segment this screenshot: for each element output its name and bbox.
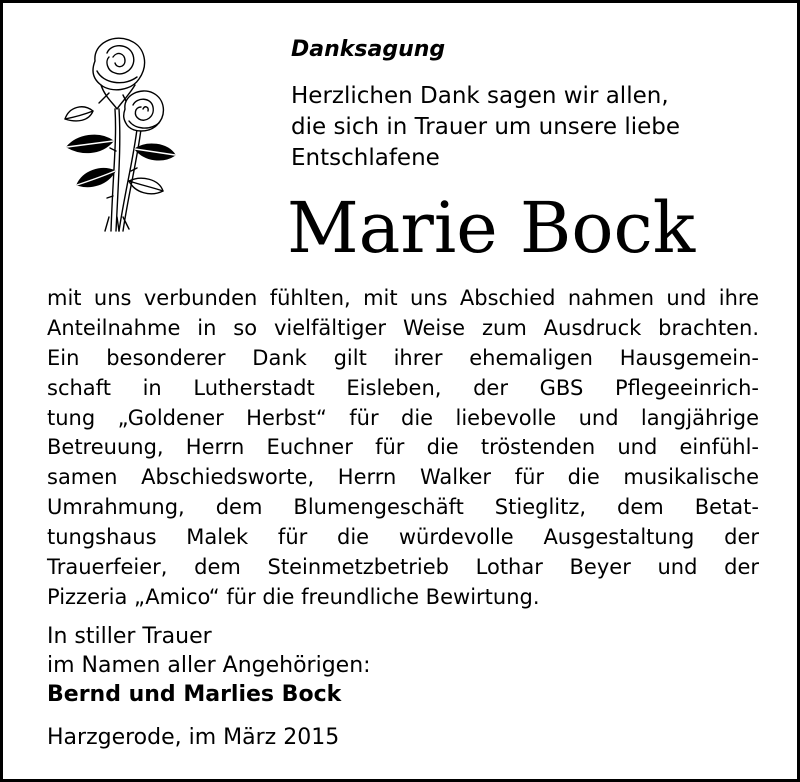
body-line: Umrahmung, dem Blumengeschäft Stieglitz, dem Betat- — [47, 495, 759, 520]
body-line: tung „Goldener Herbst“ für die liebevolle und langjährige — [47, 405, 759, 430]
closing-block — [47, 622, 371, 709]
signers: Bernd und Marlies Bock — [47, 682, 342, 707]
closing-line: im Namen aller Angehörigen: — [47, 653, 371, 678]
body-line: schaft in Lutherstadt Eisleben, der GBS Pflegeeinrich- — [47, 375, 759, 400]
body-line: mit uns verbunden fühlten, mit uns Abschied nahmen und ihre — [47, 286, 759, 310]
body-line: Anteilnahme in so vielfältiger Weise zum Ausdruck brachten. — [47, 315, 759, 340]
body-line: Pizzeria „Amico“ für die freundliche Bewirtung. — [47, 584, 540, 609]
body-line: Ein besonderer Dank gilt ihrer ehemaligen Hausgemein- — [47, 345, 759, 370]
intro-line: die sich in Trauer um unsere liebe — [291, 114, 681, 140]
body-paragraph — [47, 284, 759, 613]
closing-line: In stiller Trauer — [47, 624, 212, 649]
body-line: Betreuung, Herrn Euchner für die tröstenden und einfühl- — [47, 435, 759, 460]
intro-line: Entschlafene — [291, 145, 440, 171]
body-line: Trauerfeier, dem Steinmetzbetrieb Lothar Beyer und der — [47, 555, 759, 580]
intro-line: Herzlichen Dank sagen wir allen, — [291, 83, 669, 109]
place-date: Harzgerode, im März 2015 — [47, 725, 340, 750]
notice-heading: Danksagung — [291, 37, 446, 62]
rose-illustration — [53, 31, 183, 236]
body-line: samen Abschiedsworte, Herrn Walker für die musikalische — [47, 465, 759, 490]
body-line: tungshaus Malek für die würdevolle Ausgestaltung der — [47, 525, 759, 550]
intro-text — [291, 81, 771, 174]
deceased-name: Marie Bock — [287, 187, 696, 269]
